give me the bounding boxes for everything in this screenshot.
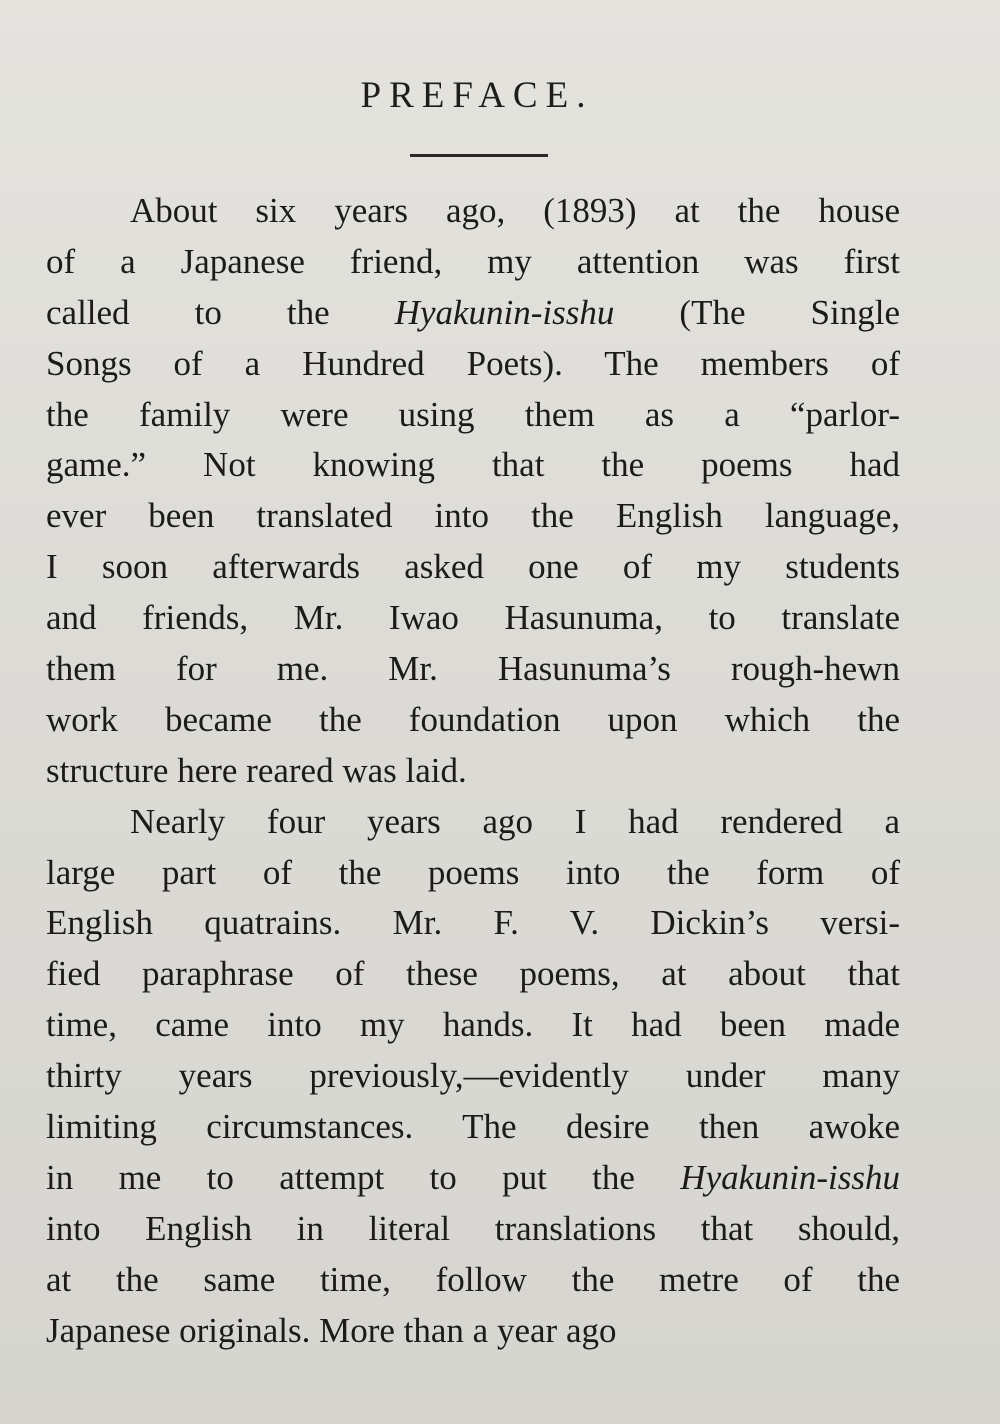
text-line: [46, 746, 900, 797]
text-line: [46, 949, 900, 1000]
text-run: in me to attempt to put the: [46, 1157, 681, 1197]
preface-body: [46, 186, 900, 1356]
text-line: [46, 1102, 900, 1153]
text-line: [46, 848, 900, 899]
text-line: [46, 237, 900, 288]
text-run: of a Japanese friend, my attention was first: [46, 241, 900, 281]
text-line: [46, 898, 900, 949]
text-run: structure here reared was laid.: [46, 750, 467, 790]
text-line: [46, 288, 900, 339]
text-run: (The Single: [614, 292, 900, 332]
text-line: [46, 390, 900, 441]
text-run: large part of the poems into the form of: [46, 852, 900, 892]
text-line: [46, 1204, 900, 1255]
text-line: [46, 1153, 900, 1204]
text-run: and friends, Mr. Iwao Hasunuma, to translate: [46, 598, 900, 638]
text-line: [46, 593, 900, 644]
text-line: [46, 1051, 900, 1102]
text-run: thirty years previously,—evidently under many: [46, 1056, 900, 1096]
text-run: time, came into my hands. It had been made: [46, 1005, 900, 1045]
text-run: English quatrains. Mr. F. V. Dickin’s versi-: [46, 903, 900, 943]
italic-title: Hyakunin-isshu: [394, 292, 615, 332]
text-run: Japanese originals. More than a year ago: [46, 1310, 617, 1350]
text-line: [46, 1255, 900, 1306]
text-line: [46, 339, 900, 390]
text-run: ever been translated into the English language,: [46, 496, 900, 536]
text-run: Songs of a Hundred Poets). The members of: [46, 343, 900, 383]
text-line: [46, 1000, 900, 1051]
text-line: [46, 1306, 900, 1357]
text-run: limiting circumstances. The desire then awoke: [46, 1107, 900, 1147]
text-run: into English in literal translations that should,: [46, 1208, 900, 1248]
text-run: game.” Not knowing that the poems had: [46, 445, 900, 485]
text-line: [46, 695, 900, 746]
italic-title: Hyakunin-isshu: [680, 1157, 900, 1197]
text-line: [46, 542, 900, 593]
heading-rule: [410, 154, 548, 157]
text-run: Nearly four years ago I had rendered a: [130, 801, 900, 841]
preface-heading: PREFACE.: [360, 75, 594, 116]
paragraph: [46, 797, 900, 1357]
text-run: work became the foundation upon which the: [46, 699, 900, 739]
text-line: [46, 491, 900, 542]
text-run: at the same time, follow the metre of the: [46, 1259, 900, 1299]
text-run: fied paraphrase of these poems, at about that: [46, 954, 900, 994]
paragraph: [46, 186, 900, 797]
text-run: the family were using them as a “parlor-: [46, 394, 900, 434]
text-line: [46, 644, 900, 695]
text-line: [46, 440, 900, 491]
text-run: them for me. Mr. Hasunuma’s rough-hewn: [46, 649, 900, 689]
text-run: called to the: [46, 292, 395, 332]
text-run: I soon afterwards asked one of my students: [46, 547, 900, 587]
text-run: About six years ago, (1893) at the house: [130, 191, 900, 230]
text-line: [46, 797, 900, 848]
text-line: [46, 186, 900, 237]
